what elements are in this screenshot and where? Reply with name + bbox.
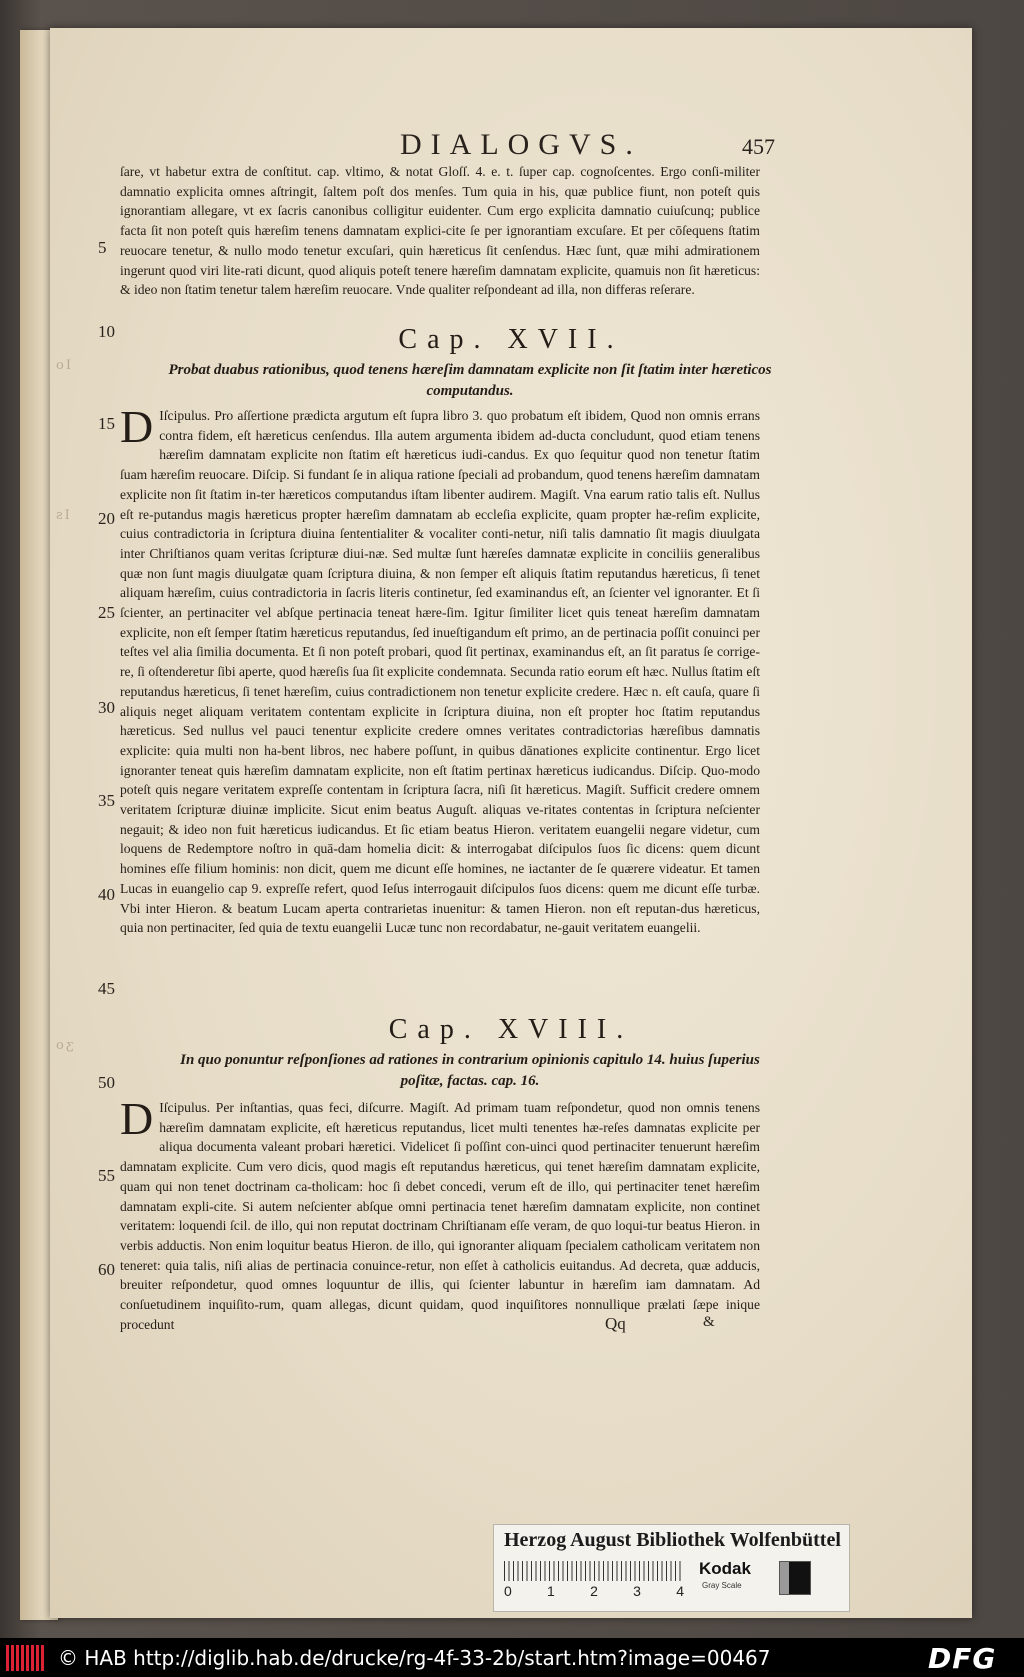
drop-capital: D — [120, 401, 154, 452]
show-through-mark: ƨI — [56, 508, 72, 523]
book-page — [50, 28, 972, 1618]
show-through-mark: oƹ — [56, 1038, 76, 1053]
paragraph-text: Iſcipulus. Pro aſſertione prædicta argutum eſt ſupra libro 3. quo probatum eſt ibidem, Quod non omnis errans contra fidem, eſt hæreticus cenſendus. Illa autem argumenta ibidem ad-ducta concludunt, quod etiam tenens hæreſim damnatam explicite non ſtatim eſt hæreticus iudi-candus. Ex quo ſequitur quod non tenetur ſtatim ſuam hæreſim reuocare. Diſcip. Si fundant ſe in aliqua ratione ſpeciali ad probandum, quod tenens hæreſim damnatam explicite non ſit ſtatim in-ter hæreticos computandus iſtam libenter audirem. Magiſt. Vna earum ratio talis eſt. Nullus eſt re-putandus magis hæreticus propter hæreſim damnatam ab eccleſia explicite, quam propter hæ-reſim explicite, cuius contradictoria in ſcriptura diuina ſententialiter & vocaliter conti-netur, niſi talis damnatio ſit magis diuulgata inter Chriſtianos quam veritas ſcripturæ diui-næ. Sed multæ ſunt hæreſes damnatæ explicite in conciliis generalibus quæ non ſunt magis diuulgatæ quam ſcriptura diuina, & non ſemper eſt aliquis ſtatim reputandus hæreticus, ſi tenet aliquam hæreſim, cuius contradictoria in ſacris literis continetur, ſed examinandus eſt, an ſcienter vel ignoranter. Et ſi ſcienter, an pertinaciter vel abſque pertinacia teneat hære-ſim. Igitur ſimiliter licet quis teneat hæreſim damnatam explicite, non eſt ſemper ſtatim hæreticus reputandus, ſed inueſtigandum eſt primo, an de pertinacia poſſit conuinci per teſtes vel alia ſimilia documenta. Et ſi non poteſt probari, quod ſit pertinax, examinandus eſt, an ſit paratus ſe corrige-re, ſi oſtenderetur ſibi aperte, quod hæreſis ſua ſit explicite condemnata. Secunda ratio eorum eſt hæc. Nullus ſtatim eſt reputandus hæreticus, ſi tenet hæreſim, cuius contradictionem non tenetur explicite credere. Hæc n. eſt cauſa, quare ſi aliquis neget aliquam veritatem contentam explicite in ſcriptura diuina, non eſt propter hoc ſtatim reputandus hæreticus. Sed nullus vel pauci tenentur explicite credere omnes veritates contradictorias hæreſibus damnatis explicite: quia multi non ha-bent libros, nec habere poſſunt, in quibus dānationes explicite continentur. Ergo licet ignoranter teneat quis hæreſim damnatam explicite, non eſt ſtatim pertinax hæreticus iudicandus. Diſcip. Quo-modo poteſt quis negare veritatem expreſſe contentam in ſcriptura ſacra, niſi ſit hæreticus. Magiſt. Sufficit credere omnem veritatem ſcripturæ diuinæ implicite. Sicut enim beatus Auguſt. aliquas ve-ritates contentas in ſcriptura neſcienter negauit; & ideo non fuit hæreticus iudicandus. Et ſic etiam beatus Hieron. veritatem euangelii negare videtur, cum loquens de Redemptore noſtro in quā-dam homelia dicit: & interrogabat diſcipulos ſuos ſic dicens: quem dicunt homines eſſe filium hominis: non dicit, quem me dicunt eſſe homines, ne iactanter de ſe quærere videatur. Et tamen Lucas in euangelio cap 9. expreſſe refert, quod Ieſus interrogauit diſcipulos ſuos dicens: quem me dicunt eſſe turbæ. Vbi inter Hieron. & beatum Lucam aperta contrarietas inuenitur: & tamen Hieron. non eſt reputan-dus hæreticus, quia non pertinaciter, ſed quia de textu euangelii Lucæ tunc non recordabatur, ne-gauit veritatem euangelii. — [120, 408, 760, 936]
gray-scale-label: Gray Scale — [702, 1581, 742, 1590]
gray-patch-icon — [779, 1561, 811, 1595]
ruler-number: 3 — [633, 1583, 641, 1599]
ruler-number: 4 — [676, 1583, 684, 1599]
chapter-summary: In quo ponuntur reſponſiones ad rationes in contrarium opinionis capitulo 14. huius ſuperius poſitæ, factas. cap. 16. — [180, 1052, 760, 1089]
line-number: 30 — [98, 698, 115, 717]
text-paragraph — [120, 162, 760, 322]
paragraph-text: ſare, vt habetur extra de conſtitut. cap. vltimo, & notat Gloſſ. 4. e. t. ſuper cap. cognoſcentes. Ergo conſi-militer damnatio explicita omnes aſtringit, ſaltem poſt dos menſes. Tum quia in his, quæ publice fiunt, non poteſt quis ignorantiam allegare, vt ex ſacris canonibus colligitur euidenter. Cum ergo explicita damnatio cuiuſcunq; publice facta ſit non poteſt quis hæreſim tenens damnatam explici-cite ſe per ignorantiam excuſare. Et per cōſequens ſtatim reuocare tenetur, & nullo modo tenetur excuſari, quin hæreticus ſit cenſendus. Hæc ſunt, quæ mihi admirationem ingerunt quod viri lite-rati dicunt, quod aliquis poteſt tenere hæreſim damnatam explicite, quamuis non ſit hæreticus: & ideo non ſtatim tenetur talem hæreſim reuocare. Vnde qualiter reſpondeant ad illa, non differas reſerare. — [120, 164, 760, 298]
ruler-numbers — [504, 1583, 684, 1599]
chapter-heading: Cap. XVII. — [398, 324, 624, 355]
line-number: 5 — [98, 238, 107, 257]
signature-mark: Qq — [605, 1314, 626, 1333]
running-head: DIALOGVS. — [400, 128, 642, 161]
ruler-icon — [504, 1561, 684, 1581]
line-number: 45 — [98, 979, 115, 998]
color-calibration-card — [493, 1524, 850, 1612]
ruler-number: 2 — [590, 1583, 598, 1599]
paragraph-text: Iſcipulus. Per inſtantias, quas feci, diſcurre. Magiſt. Ad primam tuam reſpondetur, quod non omnis tenens hæreſim damnatam explicite, eſt hæreticus reputandus, licet multi tenentes hæ-reſes damnatas explicite per aliqua documenta valeant probari hæretici. Videlicet ſi poſſint con-uinci quod pertinaciter tenuerunt hæreſim damnatam explicite. Cum vero dicis, quod magis eſt reputandus hæreticus, qui tenet hæreſim damnatam explicite, quam qui non tenet doctrinam ca-tholicam: hoc ſi debet concedi, verum eſt de illo, qui pertinaciter tenet hæreſim damnatam expli-cite. Si autem neſcienter abſque omni pertinacia tenet hæreſim damnatam explicite, non continet veritatem: loquendi ſcil. de illo, qui non reputat doctrinam Chriſtianam eſſe veram, de quo loqui-tur beatus Hieron. in verbis adductis. Non enim loquitur beatus Hieron. de illo, qui ignoranter aliquam ſpecialem catholicam veritatem non teneret: quia talis, niſi alias de pertinacia conuince-retur, non eſſet à catholicis euitandus. Ad decreta, quæ adducis, breuiter reſpondetur, quod omnes loquuntur de illis, qui ſcienter labuntur in hæreſim iam damnatam. Ad conſuetudinem inquiſito-rum, quam allegas, dicunt quidam, quod inquiſitores nonnullique prælati ſæpe inique procedunt — [120, 1100, 760, 1332]
source-url[interactable]: © HAB http://diglib.hab.de/drucke/rg-4f-33-2b/start.htm?image=00467 — [58, 1646, 771, 1670]
line-number: 20 — [98, 509, 115, 528]
catchword: & — [703, 1314, 715, 1330]
footer-bar — [0, 1638, 1024, 1677]
line-number: 25 — [98, 603, 115, 622]
library-label: Herzog August Bibliothek Wolfenbüttel — [504, 1529, 841, 1551]
line-number: 50 — [98, 1073, 115, 1092]
kodak-brand: Kodak — [699, 1559, 751, 1578]
text-paragraph — [120, 1093, 760, 1338]
line-number: 55 — [98, 1166, 115, 1185]
text-paragraph — [120, 401, 760, 1036]
line-number: 10 — [98, 322, 115, 341]
ruler-number: 1 — [547, 1583, 555, 1599]
chapter-summary: Probat duabus rationibus, quod tenens hæreſim damnatam explicite non ſit ſtatim inter hæreticos computandus. — [168, 362, 772, 399]
show-through-mark: oI — [56, 358, 73, 373]
chapter-heading: Cap. XVIII. — [388, 1014, 634, 1045]
line-number: 40 — [98, 885, 115, 904]
drop-capital: D — [120, 1093, 154, 1144]
dfg-logo: DFG — [928, 1642, 997, 1675]
line-number: 35 — [98, 791, 115, 810]
ruler-number: 0 — [504, 1583, 512, 1599]
barcode-icon — [6, 1645, 46, 1671]
line-number: 15 — [98, 414, 115, 433]
line-number: 60 — [98, 1260, 115, 1279]
page-number: 457 — [742, 134, 775, 159]
